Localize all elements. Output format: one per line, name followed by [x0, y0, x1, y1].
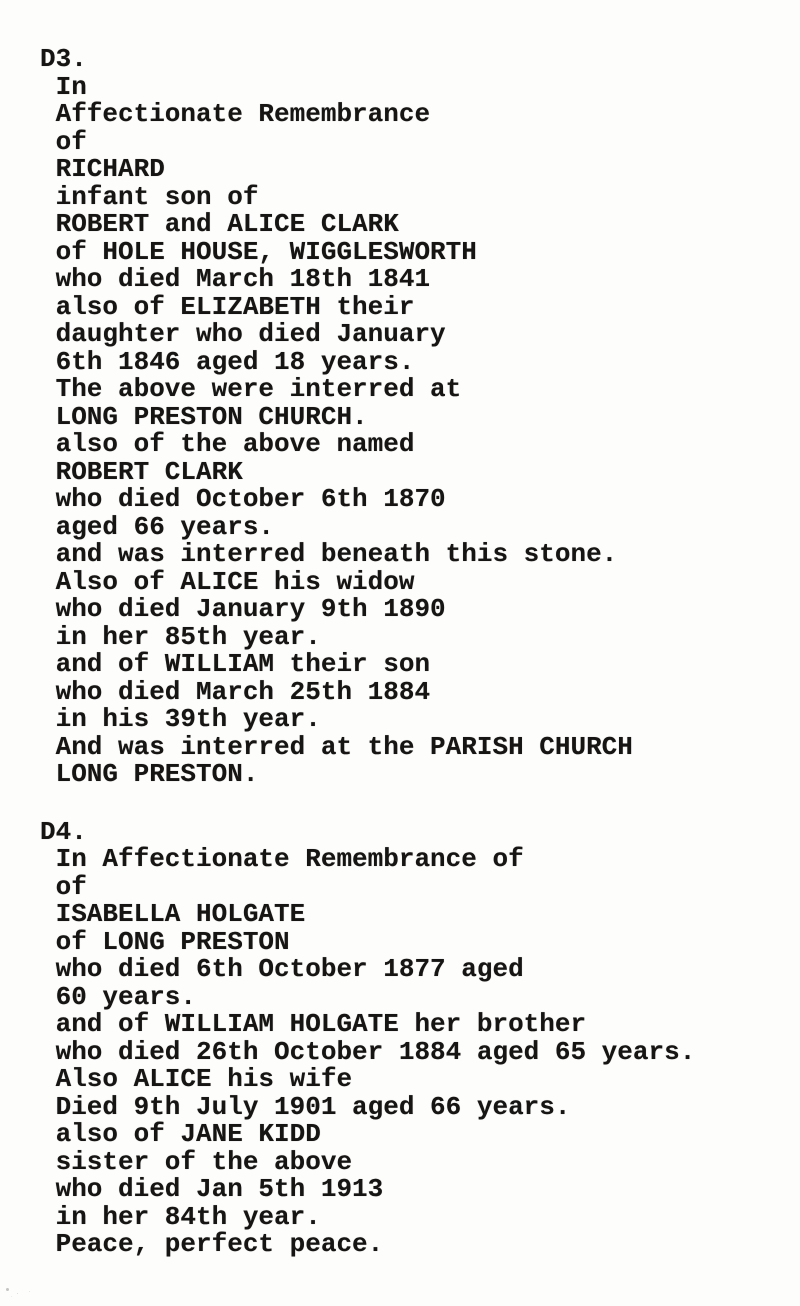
inscription-line: The above were interred at: [55, 374, 462, 404]
sections: [40, 46, 790, 1259]
inscription-line: in her 85th year.: [55, 621, 321, 652]
inscription-line: infant son of: [55, 181, 259, 212]
inscription-line: In: [55, 71, 87, 102]
inscription-line: also of ELIZABETH their: [55, 291, 415, 322]
inscription-line: who died 6th October 1877 aged: [55, 954, 524, 984]
inscription-line: In Affectionate Remembrance of: [55, 844, 524, 874]
inscription-line: And was interred at the PARISH CHURCH: [55, 731, 633, 762]
inscription-line: and of WILLIAM their son: [55, 649, 431, 679]
inscription-line: and was interred beneath this stone.: [55, 539, 618, 569]
inscription-line: in her 84th year.: [55, 1201, 321, 1232]
inscription-line: ROBERT and ALICE CLARK: [55, 209, 399, 239]
inscription-line: of LONG PRESTON: [55, 926, 290, 957]
inscription-line: who died October 6th 1870: [55, 484, 446, 514]
inscription-line: ROBERT CLARK: [55, 456, 243, 487]
inscription-line: 6th 1846 aged 18 years.: [55, 346, 415, 377]
inscription-line: LONG PRESTON.: [55, 759, 259, 789]
section-lines: [40, 846, 790, 1259]
inscription-line: who died March 18th 1841: [55, 264, 431, 294]
inscription-line: RICHARD: [55, 154, 165, 184]
inscription-line: of HOLE HOUSE, WIGGLESWORTH: [55, 236, 477, 267]
inscription-line: aged 66 years.: [55, 511, 275, 542]
inscription-section: [40, 816, 790, 1259]
inscription-line: daughter who died January: [55, 319, 446, 349]
section-label: D3.: [40, 44, 87, 74]
inscription-line: LONG PRESTON CHURCH.: [55, 401, 368, 432]
inscription-section: [40, 46, 790, 789]
inscription-line: Also of ALICE his widow: [55, 566, 415, 597]
inscription-line: who died 26th October 1884 aged 65 years.: [55, 1036, 696, 1067]
inscription-line: also of JANE KIDD: [55, 1119, 321, 1149]
inscription-line: 60 years.: [55, 981, 197, 1012]
inscription-line: who died January 9th 1890: [55, 594, 446, 624]
inscription-line: Affectionate Remembrance: [55, 99, 431, 129]
section-label: D4.: [40, 816, 87, 847]
inscription-line: of: [55, 126, 87, 157]
inscription-line: who died Jan 5th 1913: [55, 1174, 384, 1204]
inscription-line: who died March 25th 1884: [55, 676, 431, 707]
inscription-line: Also ALICE his wife: [55, 1064, 353, 1094]
inscription-line: Peace, perfect peace.: [55, 1229, 384, 1259]
section-lines: [40, 71, 790, 789]
inscription-line: also of the above named: [55, 429, 415, 459]
inscription-line: sister of the above: [55, 1146, 353, 1177]
inscription-line: of: [55, 871, 87, 902]
inscription-line: Died 9th July 1901 aged 66 years.: [55, 1091, 571, 1122]
inscription-line: and of WILLIAM HOLGATE her brother: [55, 1009, 587, 1039]
scan-speckle-artifact: [6, 1288, 9, 1291]
inscription-line: in his 39th year.: [55, 704, 321, 734]
inscription-line: ISABELLA HOLGATE: [55, 899, 306, 929]
